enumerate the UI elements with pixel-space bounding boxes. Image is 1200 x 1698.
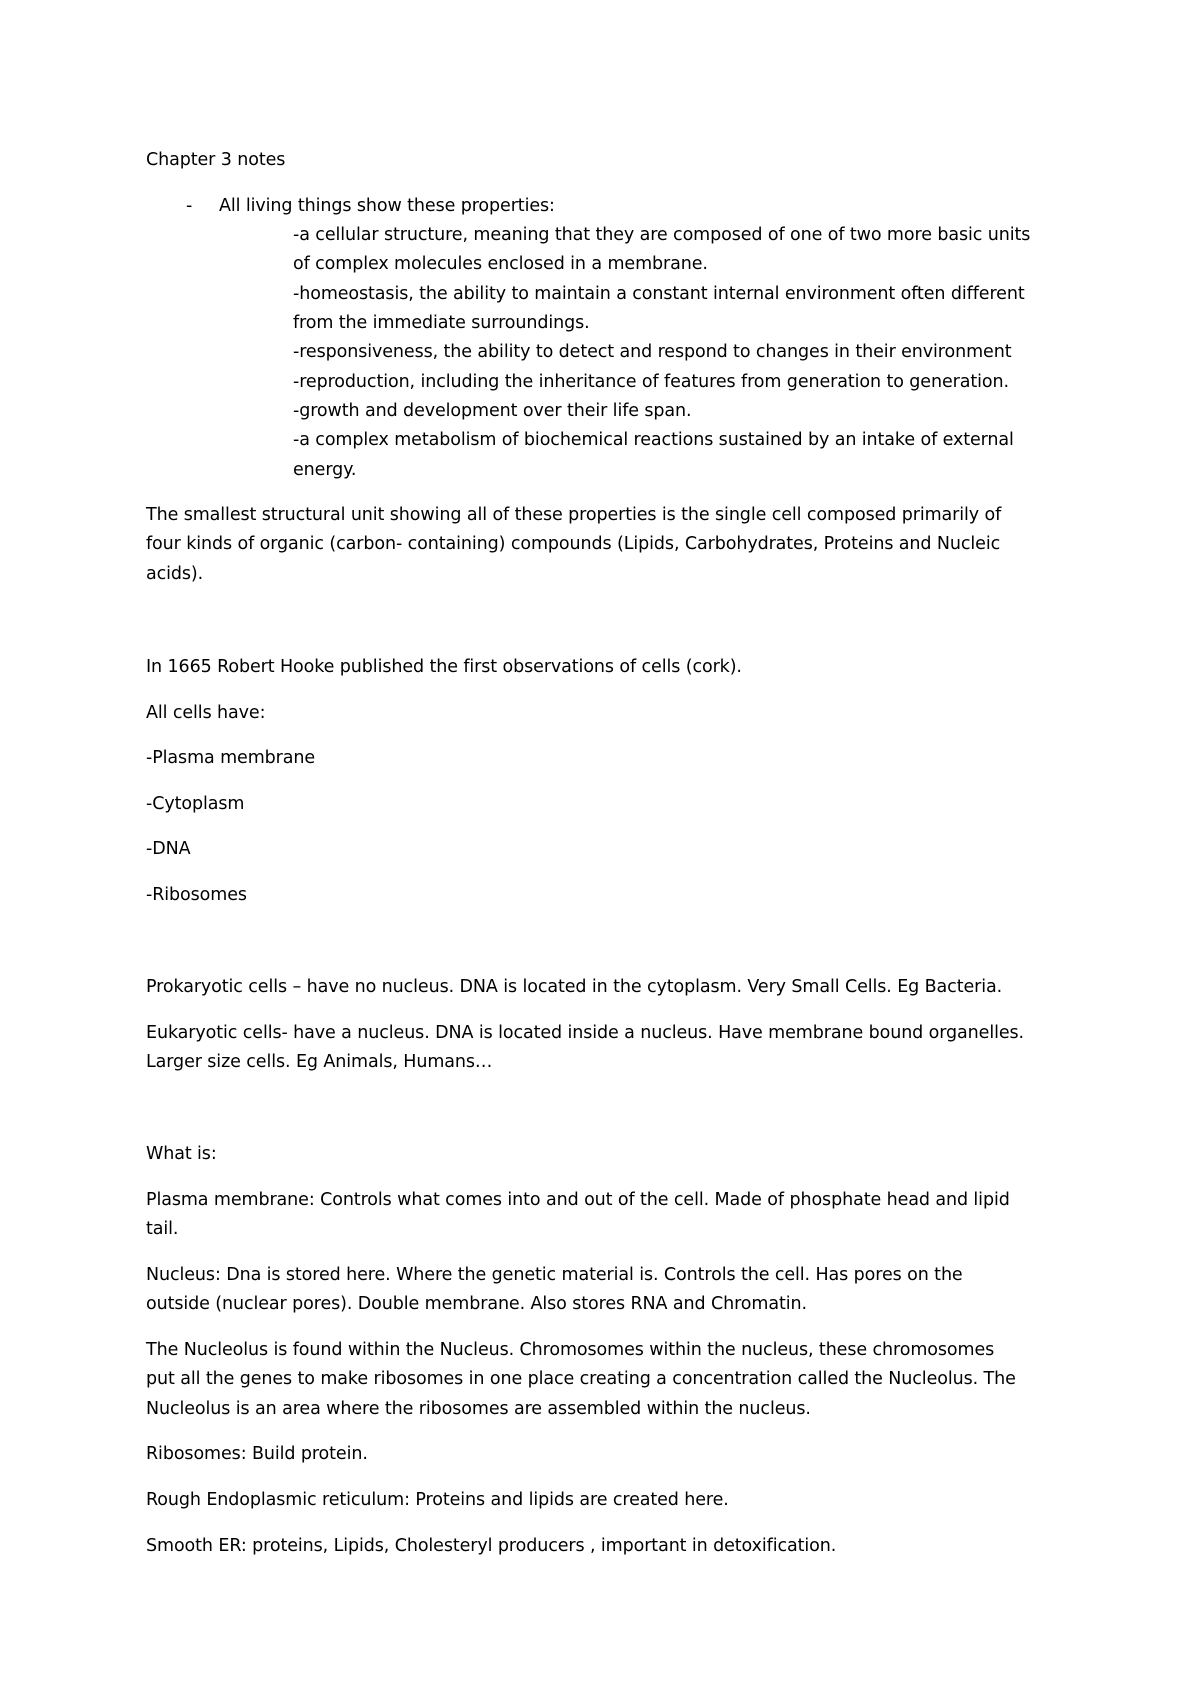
cell-component: -Plasma membrane [146, 748, 316, 768]
nucleus-line: Nucleus: Dna is stored here. Where the genetic material is. Controls the cell. Has pores on the [146, 1265, 963, 1285]
nucleolus-line: Nucleolus is an area where the ribosomes are assembled within the nucleus. [146, 1399, 811, 1419]
plasma-membrane-line: Plasma membrane: Controls what comes into and out of the cell. Made of phosphate head and lipid [146, 1190, 1010, 1210]
rough-er-paragraph: Rough Endoplasmic reticulum: Proteins and lipids are created here. [146, 1490, 729, 1510]
document-title: Chapter 3 notes [146, 150, 286, 170]
what-is-heading: What is: [146, 1144, 217, 1164]
smallest-unit-line: acids). [146, 564, 204, 584]
property-line: -a cellular structure, meaning that they are composed of one of two more basic units [293, 225, 1031, 245]
smallest-unit-line: four kinds of organic (carbon- containing) compounds (Lipids, Carbohydrates, Proteins and Nucleic [146, 534, 1001, 554]
prokaryotic-paragraph: Prokaryotic cells – have no nucleus. DNA is located in the cytoplasm. Very Small Cells. Eg Bacteria. [146, 977, 1003, 997]
cell-component: -DNA [146, 839, 191, 859]
nucleolus-line: The Nucleolus is found within the Nucleus. Chromosomes within the nucleus, these chromosomes [146, 1340, 995, 1360]
nucleus-line: outside (nuclear pores). Double membrane. Also stores RNA and Chromatin. [146, 1294, 807, 1314]
eukaryotic-line: Larger size cells. Eg Animals, Humans… [146, 1052, 493, 1072]
plasma-membrane-line: tail. [146, 1219, 179, 1239]
intro-bullet: All living things show these properties: [219, 196, 555, 216]
property-line: -homeostasis, the ability to maintain a constant internal environment often different [293, 284, 1025, 304]
property-line: -reproduction, including the inheritance of features from generation to generation. [293, 372, 1009, 392]
property-line: -responsiveness, the ability to detect and respond to changes in their environment [293, 342, 1012, 362]
hooke-paragraph: In 1665 Robert Hooke published the first observations of cells (cork). [146, 657, 742, 677]
cell-component: -Cytoplasm [146, 794, 245, 814]
property-line: of complex molecules enclosed in a membrane. [293, 254, 708, 274]
cell-component: -Ribosomes [146, 885, 247, 905]
bullet-marker: - [186, 196, 193, 216]
smooth-er-paragraph: Smooth ER: proteins, Lipids, Cholesteryl producers , important in detoxification. [146, 1536, 837, 1556]
property-line: energy. [293, 460, 357, 480]
all-cells-have-heading: All cells have: [146, 703, 266, 723]
property-line: -growth and development over their life span. [293, 401, 692, 421]
eukaryotic-line: Eukaryotic cells- have a nucleus. DNA is located inside a nucleus. Have membrane bound organelles. [146, 1023, 1025, 1043]
property-line: from the immediate surroundings. [293, 313, 590, 333]
smallest-unit-line: The smallest structural unit showing all of these properties is the single cell composed primarily of [146, 505, 1002, 525]
ribosomes-paragraph: Ribosomes: Build protein. [146, 1444, 368, 1464]
property-line: -a complex metabolism of biochemical reactions sustained by an intake of external [293, 430, 1014, 450]
nucleolus-line: put all the genes to make ribosomes in one place creating a concentration called the Nucleolus. The [146, 1369, 1016, 1389]
